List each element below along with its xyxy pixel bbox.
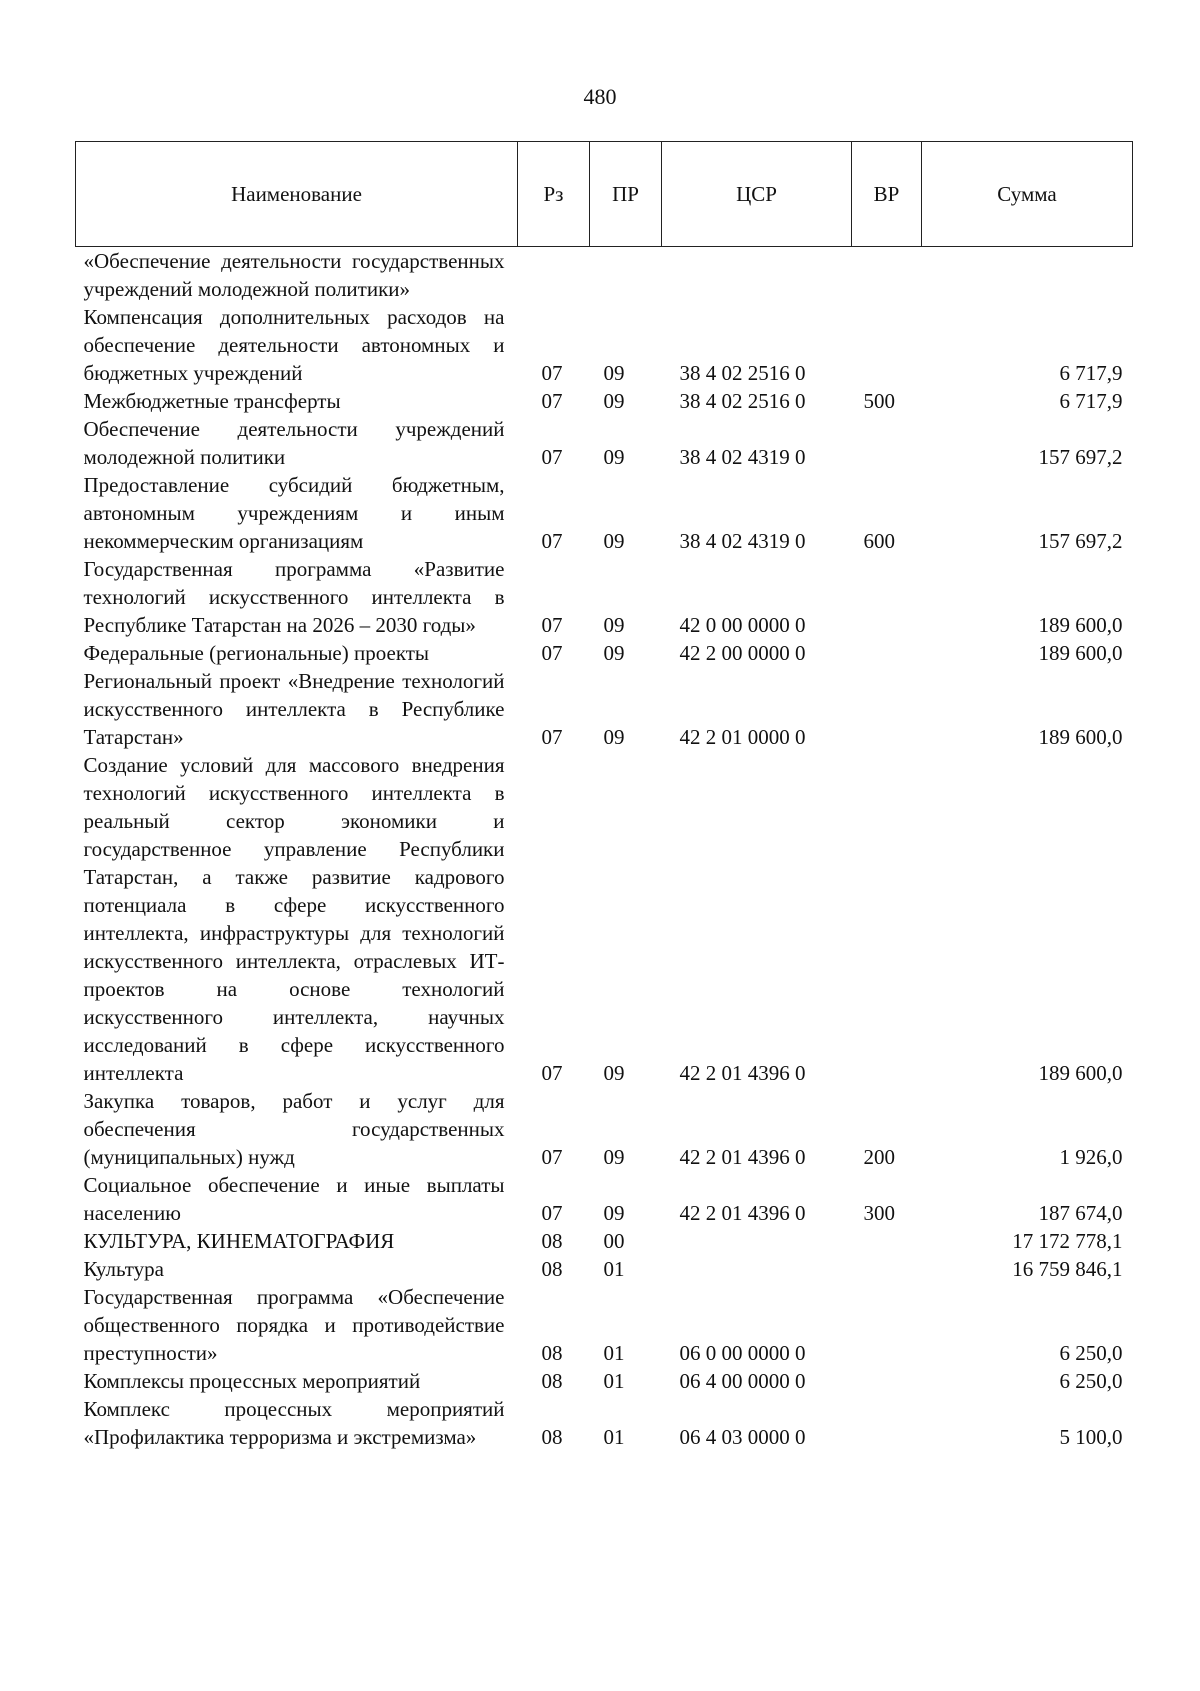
cell-sum: 5 100,0 xyxy=(1059,1425,1123,1449)
cell-name: Культура xyxy=(83,1257,164,1281)
cell-csr: 06 4 03 0000 0 xyxy=(679,1425,806,1449)
cell-pr: 09 xyxy=(603,389,625,413)
table-body xyxy=(76,247,1133,1452)
cell-rz: 07 xyxy=(541,1061,563,1085)
cell-csr: 42 2 01 0000 0 xyxy=(679,725,806,749)
cell-pr: 09 xyxy=(603,361,625,385)
cell-name: КУЛЬТУРА, КИНЕМАТОГРАФИЯ xyxy=(83,1229,395,1253)
cell-vr: 200 xyxy=(863,1145,895,1169)
cell-pr xyxy=(590,247,662,304)
cell-pr: 09 xyxy=(603,1145,625,1169)
cell-rz: 08 xyxy=(541,1425,563,1449)
header-rz: Рз xyxy=(518,142,590,247)
cell-pr: 09 xyxy=(603,725,625,749)
cell-csr: 42 2 01 4396 0 xyxy=(679,1201,806,1225)
cell-vr xyxy=(852,667,922,751)
cell-rz: 07 xyxy=(541,445,563,469)
table-row xyxy=(76,555,1133,639)
cell-pr: 01 xyxy=(603,1341,625,1365)
cell-vr xyxy=(852,247,922,304)
cell-vr xyxy=(852,639,922,667)
cell-sum: 6 717,9 xyxy=(1059,389,1123,413)
header-row xyxy=(76,142,1133,247)
cell-rz xyxy=(518,247,590,304)
cell-name: «Обеспечение деятельности государственных учреждений молодежной политики» xyxy=(83,249,505,301)
cell-sum xyxy=(922,247,1133,304)
cell-pr: 09 xyxy=(603,613,625,637)
page-number: 480 xyxy=(583,84,617,109)
table-header xyxy=(76,142,1133,247)
cell-csr: 42 0 00 0000 0 xyxy=(679,613,806,637)
cell-rz: 07 xyxy=(541,529,563,553)
cell-sum: 1 926,0 xyxy=(1059,1145,1123,1169)
cell-vr xyxy=(852,1255,922,1283)
cell-name: Федеральные (региональные) проекты xyxy=(83,641,430,665)
cell-csr: 38 4 02 2516 0 xyxy=(679,389,806,413)
table-row xyxy=(76,247,1133,304)
cell-name: Социальное обеспечение и иные выплаты населению xyxy=(83,1173,505,1225)
table-row xyxy=(76,1367,1133,1395)
cell-pr: 09 xyxy=(603,1201,625,1225)
cell-pr: 09 xyxy=(603,445,625,469)
table-row xyxy=(76,1395,1133,1451)
cell-vr xyxy=(852,1367,922,1395)
table-row xyxy=(76,1087,1133,1171)
cell-csr: 06 0 00 0000 0 xyxy=(679,1341,806,1365)
cell-name: Компенсация дополнительных расходов на обеспечение деятельности автономных и бюджетных учреждений xyxy=(83,305,505,385)
cell-vr: 500 xyxy=(863,389,895,413)
cell-sum: 189 600,0 xyxy=(1038,725,1123,749)
cell-csr: 38 4 02 2516 0 xyxy=(679,361,806,385)
table-row xyxy=(76,751,1133,1087)
cell-sum: 189 600,0 xyxy=(1038,641,1123,665)
header-csr: ЦСР xyxy=(662,142,852,247)
cell-rz: 07 xyxy=(541,725,563,749)
cell-csr xyxy=(662,247,852,304)
cell-name: Обеспечение деятельности учреждений молодежной политики xyxy=(83,417,505,469)
table-row xyxy=(76,1255,1133,1283)
cell-sum: 17 172 778,1 xyxy=(1012,1229,1123,1253)
cell-sum: 16 759 846,1 xyxy=(1012,1257,1123,1281)
cell-rz: 07 xyxy=(541,1201,563,1225)
cell-pr: 09 xyxy=(603,529,625,553)
cell-vr xyxy=(852,415,922,471)
table-row xyxy=(76,303,1133,387)
cell-vr xyxy=(852,555,922,639)
cell-vr: 300 xyxy=(863,1201,895,1225)
cell-rz: 07 xyxy=(541,389,563,413)
cell-name: Государственная программа «Развитие технологий искусственного интеллекта в Республике Татарстан на 2026 – 2030 годы» xyxy=(83,557,505,637)
cell-csr xyxy=(662,1255,852,1283)
cell-pr: 01 xyxy=(603,1425,625,1449)
cell-csr: 42 2 00 0000 0 xyxy=(679,641,806,665)
header-pr: ПР xyxy=(590,142,662,247)
cell-csr xyxy=(662,1227,852,1255)
cell-sum: 157 697,2 xyxy=(1038,529,1123,553)
cell-vr: 600 xyxy=(863,529,895,553)
cell-rz: 07 xyxy=(541,361,563,385)
cell-name: Комплекс процессных мероприятий «Профилактика терроризма и экстремизма» xyxy=(83,1397,505,1449)
cell-pr: 09 xyxy=(603,1061,625,1085)
cell-pr: 01 xyxy=(603,1257,625,1281)
cell-name: Региональный проект «Внедрение технологий искусственного интеллекта в Республике Татарстан» xyxy=(83,669,505,749)
table-row xyxy=(76,387,1133,415)
header-sum: Сумма xyxy=(922,142,1133,247)
table-row xyxy=(76,471,1133,555)
cell-rz: 07 xyxy=(541,613,563,637)
header-name: Наименование xyxy=(76,142,518,247)
cell-vr xyxy=(852,1283,922,1367)
cell-rz: 07 xyxy=(541,1145,563,1169)
cell-csr: 06 4 00 0000 0 xyxy=(679,1369,806,1393)
cell-csr: 38 4 02 4319 0 xyxy=(679,529,806,553)
budget-table xyxy=(75,141,1133,1451)
cell-rz: 08 xyxy=(541,1257,563,1281)
cell-name: Межбюджетные трансферты xyxy=(83,389,341,413)
cell-name: Предоставление субсидий бюджетным, автономным учреждениям и иным некоммерческим организациям xyxy=(83,473,505,553)
cell-csr: 42 2 01 4396 0 xyxy=(679,1061,806,1085)
cell-rz: 07 xyxy=(541,641,563,665)
cell-pr: 09 xyxy=(603,641,625,665)
cell-rz: 08 xyxy=(541,1229,563,1253)
cell-sum: 189 600,0 xyxy=(1038,1061,1123,1085)
table-row xyxy=(76,1283,1133,1367)
header-vr: ВР xyxy=(852,142,922,247)
cell-vr xyxy=(852,751,922,1087)
cell-vr xyxy=(852,1395,922,1451)
table-row xyxy=(76,639,1133,667)
cell-sum: 157 697,2 xyxy=(1038,445,1123,469)
cell-sum: 6 717,9 xyxy=(1059,361,1123,385)
cell-name: Закупка товаров, работ и услуг для обеспечения государственных (муниципальных) нужд xyxy=(83,1089,505,1169)
cell-name: Создание условий для массового внедрения технологий искусственного интеллекта в реальный сектор экономики и государственное управление Республики Татарстан, а также развитие кадрового потенциала в сфере искусственного интеллекта, инфраструктуры для технологий искусственного интеллекта, отраслевых ИТ-проектов на основе технологий искусственного интеллекта, научных исследований в сфере искусственного интеллекта xyxy=(83,753,505,1085)
table-row xyxy=(76,667,1133,751)
cell-csr: 38 4 02 4319 0 xyxy=(679,445,806,469)
table-row xyxy=(76,1227,1133,1255)
cell-pr: 01 xyxy=(603,1369,625,1393)
cell-sum: 6 250,0 xyxy=(1059,1369,1123,1393)
cell-name: Комплексы процессных мероприятий xyxy=(83,1369,421,1393)
cell-rz: 08 xyxy=(541,1341,563,1365)
cell-pr: 00 xyxy=(603,1229,625,1253)
cell-vr xyxy=(852,1227,922,1255)
cell-csr: 42 2 01 4396 0 xyxy=(679,1145,806,1169)
cell-name: Государственная программа «Обеспечение общественного порядка и противодействие преступности» xyxy=(83,1285,505,1365)
cell-sum: 187 674,0 xyxy=(1038,1201,1123,1225)
cell-sum: 189 600,0 xyxy=(1038,613,1123,637)
table-row xyxy=(76,1171,1133,1227)
cell-rz: 08 xyxy=(541,1369,563,1393)
cell-vr xyxy=(852,303,922,387)
table-row xyxy=(76,415,1133,471)
cell-sum: 6 250,0 xyxy=(1059,1341,1123,1365)
